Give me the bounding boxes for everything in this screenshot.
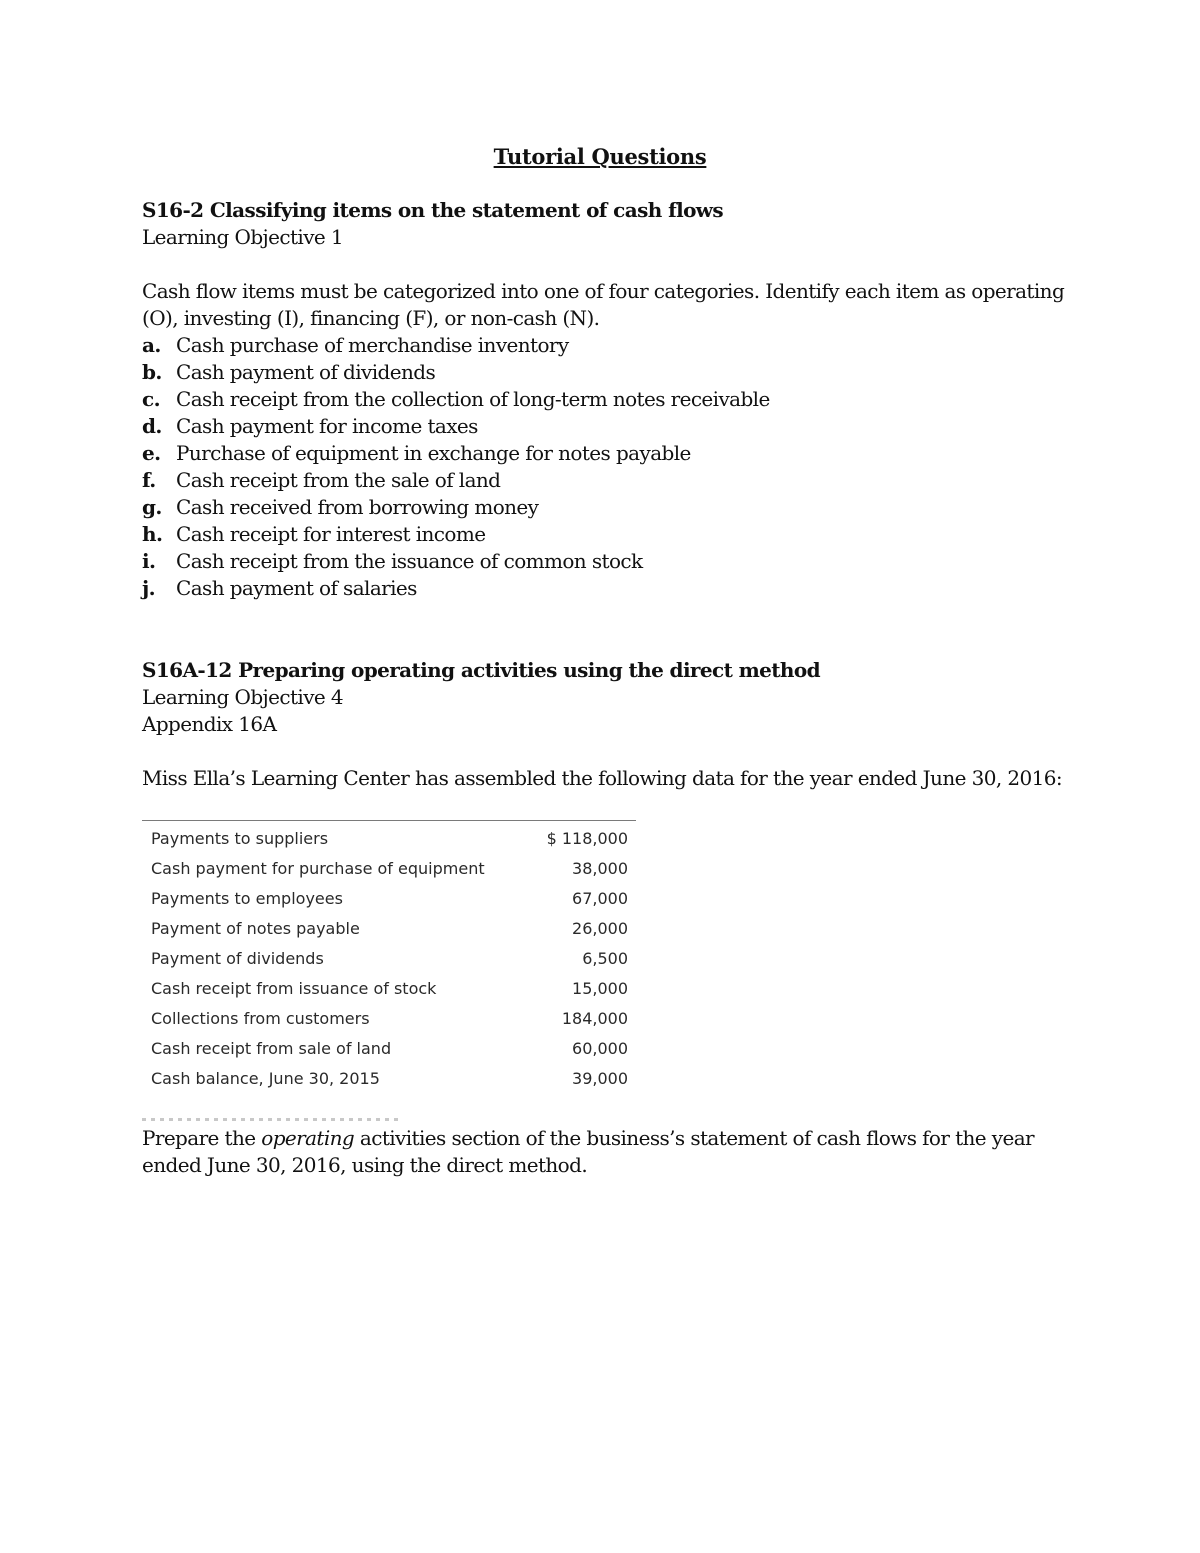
table-row xyxy=(142,1034,636,1064)
row-value: $ 118,000 xyxy=(546,829,628,848)
item-text: Cash payment for income taxes xyxy=(176,414,478,438)
exercise-1-intro-line-2: (O), investing (I), financing (F), or non-cash (N). xyxy=(142,306,600,330)
row-value: 60,000 xyxy=(572,1039,628,1058)
exercise-2-intro-block xyxy=(142,765,1102,792)
question-line-2: ended June 30, 2016, using the direct method. xyxy=(142,1153,588,1177)
row-label: Payment of dividends xyxy=(151,949,324,968)
exercise-2-appendix: Appendix 16A xyxy=(142,712,277,736)
item-text: Cash receipt from the sale of land xyxy=(176,468,501,492)
item-text: Cash received from borrowing money xyxy=(176,495,539,519)
table-row xyxy=(142,824,636,854)
row-value: 67,000 xyxy=(572,889,628,908)
item-letter: e. xyxy=(142,441,161,465)
item-letter: h. xyxy=(142,522,163,546)
row-value: 6,500 xyxy=(582,949,628,968)
question-line-1 xyxy=(142,1125,1102,1152)
item-letter: a. xyxy=(142,333,161,357)
exercise-1-heading: S16-2 Classifying items on the statement of cash flows xyxy=(142,198,724,222)
table-row xyxy=(142,974,636,1004)
table-row xyxy=(142,884,636,914)
item-text: Cash purchase of merchandise inventory xyxy=(176,333,569,357)
exercise-2-objective: Learning Objective 4 xyxy=(142,685,344,709)
item-letter: b. xyxy=(142,360,162,384)
exercise-2-heading: S16A-12 Preparing operating activities using the direct method xyxy=(142,658,820,682)
row-label: Cash payment for purchase of equipment xyxy=(151,859,485,878)
item-text: Cash receipt for interest income xyxy=(176,522,486,546)
list-item xyxy=(142,413,1102,440)
question-part-1: Prepare the xyxy=(142,1126,262,1150)
item-text: Cash receipt from the collection of long-term notes receivable xyxy=(176,387,770,411)
row-value: 39,000 xyxy=(572,1069,628,1088)
page-title: Tutorial Questions xyxy=(493,144,707,169)
item-letter: j. xyxy=(142,576,155,600)
item-letter: c. xyxy=(142,387,160,411)
list-item xyxy=(142,359,1102,386)
cropped-text-remnant xyxy=(142,1118,402,1121)
list-item xyxy=(142,548,1102,575)
exercise-1-objective: Learning Objective 1 xyxy=(142,225,344,249)
item-letter: f. xyxy=(142,468,156,492)
exercise-2-intro: Miss Ella’s Learning Center has assembled the following data for the year ended June 30, 2016: xyxy=(142,766,1062,790)
row-label: Cash receipt from issuance of stock xyxy=(151,979,437,998)
table-row xyxy=(142,944,636,974)
list-item xyxy=(142,386,1102,413)
list-item xyxy=(142,494,1102,521)
cash-data-table xyxy=(142,820,636,1094)
list-item xyxy=(142,467,1102,494)
row-label: Cash balance, June 30, 2015 xyxy=(151,1069,380,1088)
row-value: 15,000 xyxy=(572,979,628,998)
exercise-1-item-list xyxy=(142,332,1102,602)
list-item xyxy=(142,332,1102,359)
row-value: 38,000 xyxy=(572,859,628,878)
exercise-1-intro-line-1: Cash flow items must be categorized into one of four categories. Identify each item as operating xyxy=(142,279,1065,303)
item-letter: d. xyxy=(142,414,162,438)
item-text: Cash payment of dividends xyxy=(176,360,436,384)
row-label: Payments to employees xyxy=(151,889,343,908)
row-label: Cash receipt from sale of land xyxy=(151,1039,392,1058)
row-value: 26,000 xyxy=(572,919,628,938)
item-text: Purchase of equipment in exchange for notes payable xyxy=(176,441,691,465)
exercise-1-body xyxy=(142,278,1102,602)
row-label: Payment of notes payable xyxy=(151,919,360,938)
item-letter: g. xyxy=(142,495,162,519)
list-item xyxy=(142,521,1102,548)
exercise-1 xyxy=(142,197,1102,251)
exercise-2 xyxy=(142,657,1102,738)
list-item xyxy=(142,575,1102,602)
question-italic-word: operating xyxy=(261,1126,355,1150)
table-row xyxy=(142,1004,636,1034)
item-text: Cash receipt from the issuance of common stock xyxy=(176,549,643,573)
item-text: Cash payment of salaries xyxy=(176,576,417,600)
table-row xyxy=(142,854,636,884)
row-label: Collections from customers xyxy=(151,1009,370,1028)
row-label: Payments to suppliers xyxy=(151,829,329,848)
row-value: 184,000 xyxy=(561,1009,628,1028)
table-row xyxy=(142,1064,636,1094)
table-row xyxy=(142,914,636,944)
exercise-2-question xyxy=(142,1125,1102,1179)
item-letter: i. xyxy=(142,549,156,573)
list-item xyxy=(142,440,1102,467)
question-part-2: activities section of the business’s statement of cash flows for the year xyxy=(354,1126,1035,1150)
